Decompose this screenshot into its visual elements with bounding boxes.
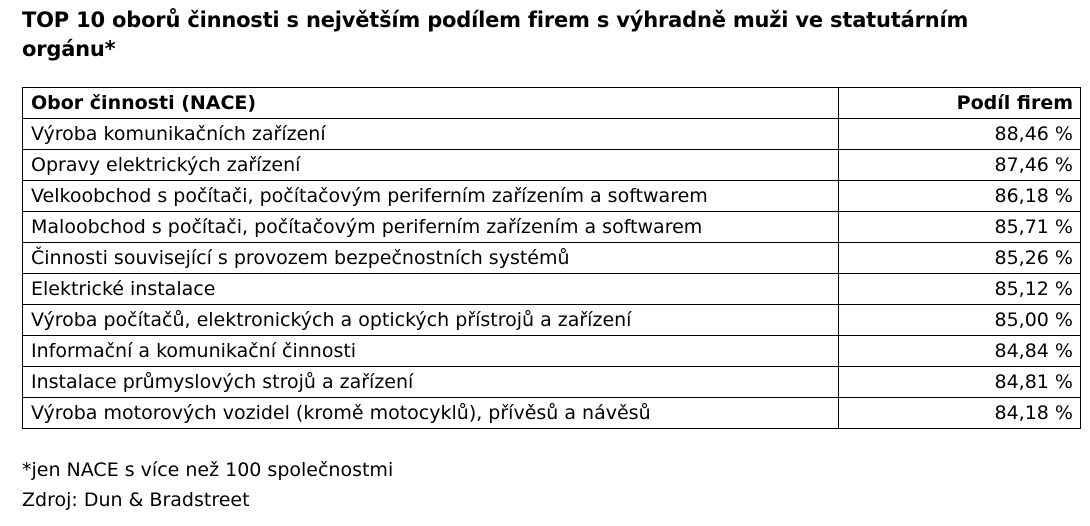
table-row — [23, 398, 1081, 429]
table-row — [23, 212, 1081, 243]
category-cell: Instalace průmyslových strojů a zařízení — [23, 367, 839, 398]
share-cell: 86,18 % — [839, 181, 1081, 212]
category-cell: Elektrické instalace — [23, 274, 839, 305]
share-cell: 87,46 % — [839, 150, 1081, 181]
table-row — [23, 150, 1081, 181]
share-cell: 84,18 % — [839, 398, 1081, 429]
table-row — [23, 336, 1081, 367]
share-cell: 84,84 % — [839, 336, 1081, 367]
column-header-share: Podíl firem — [839, 88, 1081, 119]
table-title: TOP 10 oborů činnosti s největším podílem firem s výhradně muži ve statutárním orgánu* — [22, 8, 969, 61]
footnote: *jen NACE s více než 100 společnostmi — [22, 459, 394, 481]
category-cell: Velkoobchod s počítači, počítačovým periferním zařízením a softwarem — [23, 181, 839, 212]
data-table — [22, 87, 1081, 429]
category-cell: Výroba komunikačních zařízení — [23, 119, 839, 150]
category-cell: Informační a komunikační činnosti — [23, 336, 839, 367]
share-cell: 85,00 % — [839, 305, 1081, 336]
table-row — [23, 243, 1081, 274]
share-cell: 85,71 % — [839, 212, 1081, 243]
table-row — [23, 181, 1081, 212]
share-cell: 85,12 % — [839, 274, 1081, 305]
category-cell: Maloobchod s počítači, počítačovým periferním zařízením a softwarem — [23, 212, 839, 243]
column-header-category: Obor činnosti (NACE) — [23, 88, 839, 119]
category-cell: Opravy elektrických zařízení — [23, 150, 839, 181]
category-cell: Výroba motorových vozidel (kromě motocyklů), přívěsů a návěsů — [23, 398, 839, 429]
table-header-row — [23, 88, 1081, 119]
share-cell: 85,26 % — [839, 243, 1081, 274]
share-cell: 88,46 % — [839, 119, 1081, 150]
table-row — [23, 119, 1081, 150]
category-cell: Činnosti související s provozem bezpečnostních systémů — [23, 243, 839, 274]
table-row — [23, 367, 1081, 398]
category-cell: Výroba počítačů, elektronických a optických přístrojů a zařízení — [23, 305, 839, 336]
share-cell: 84,81 % — [839, 367, 1081, 398]
table-row — [23, 274, 1081, 305]
table-row — [23, 305, 1081, 336]
source-note: Zdroj: Dun & Bradstreet — [22, 489, 250, 511]
